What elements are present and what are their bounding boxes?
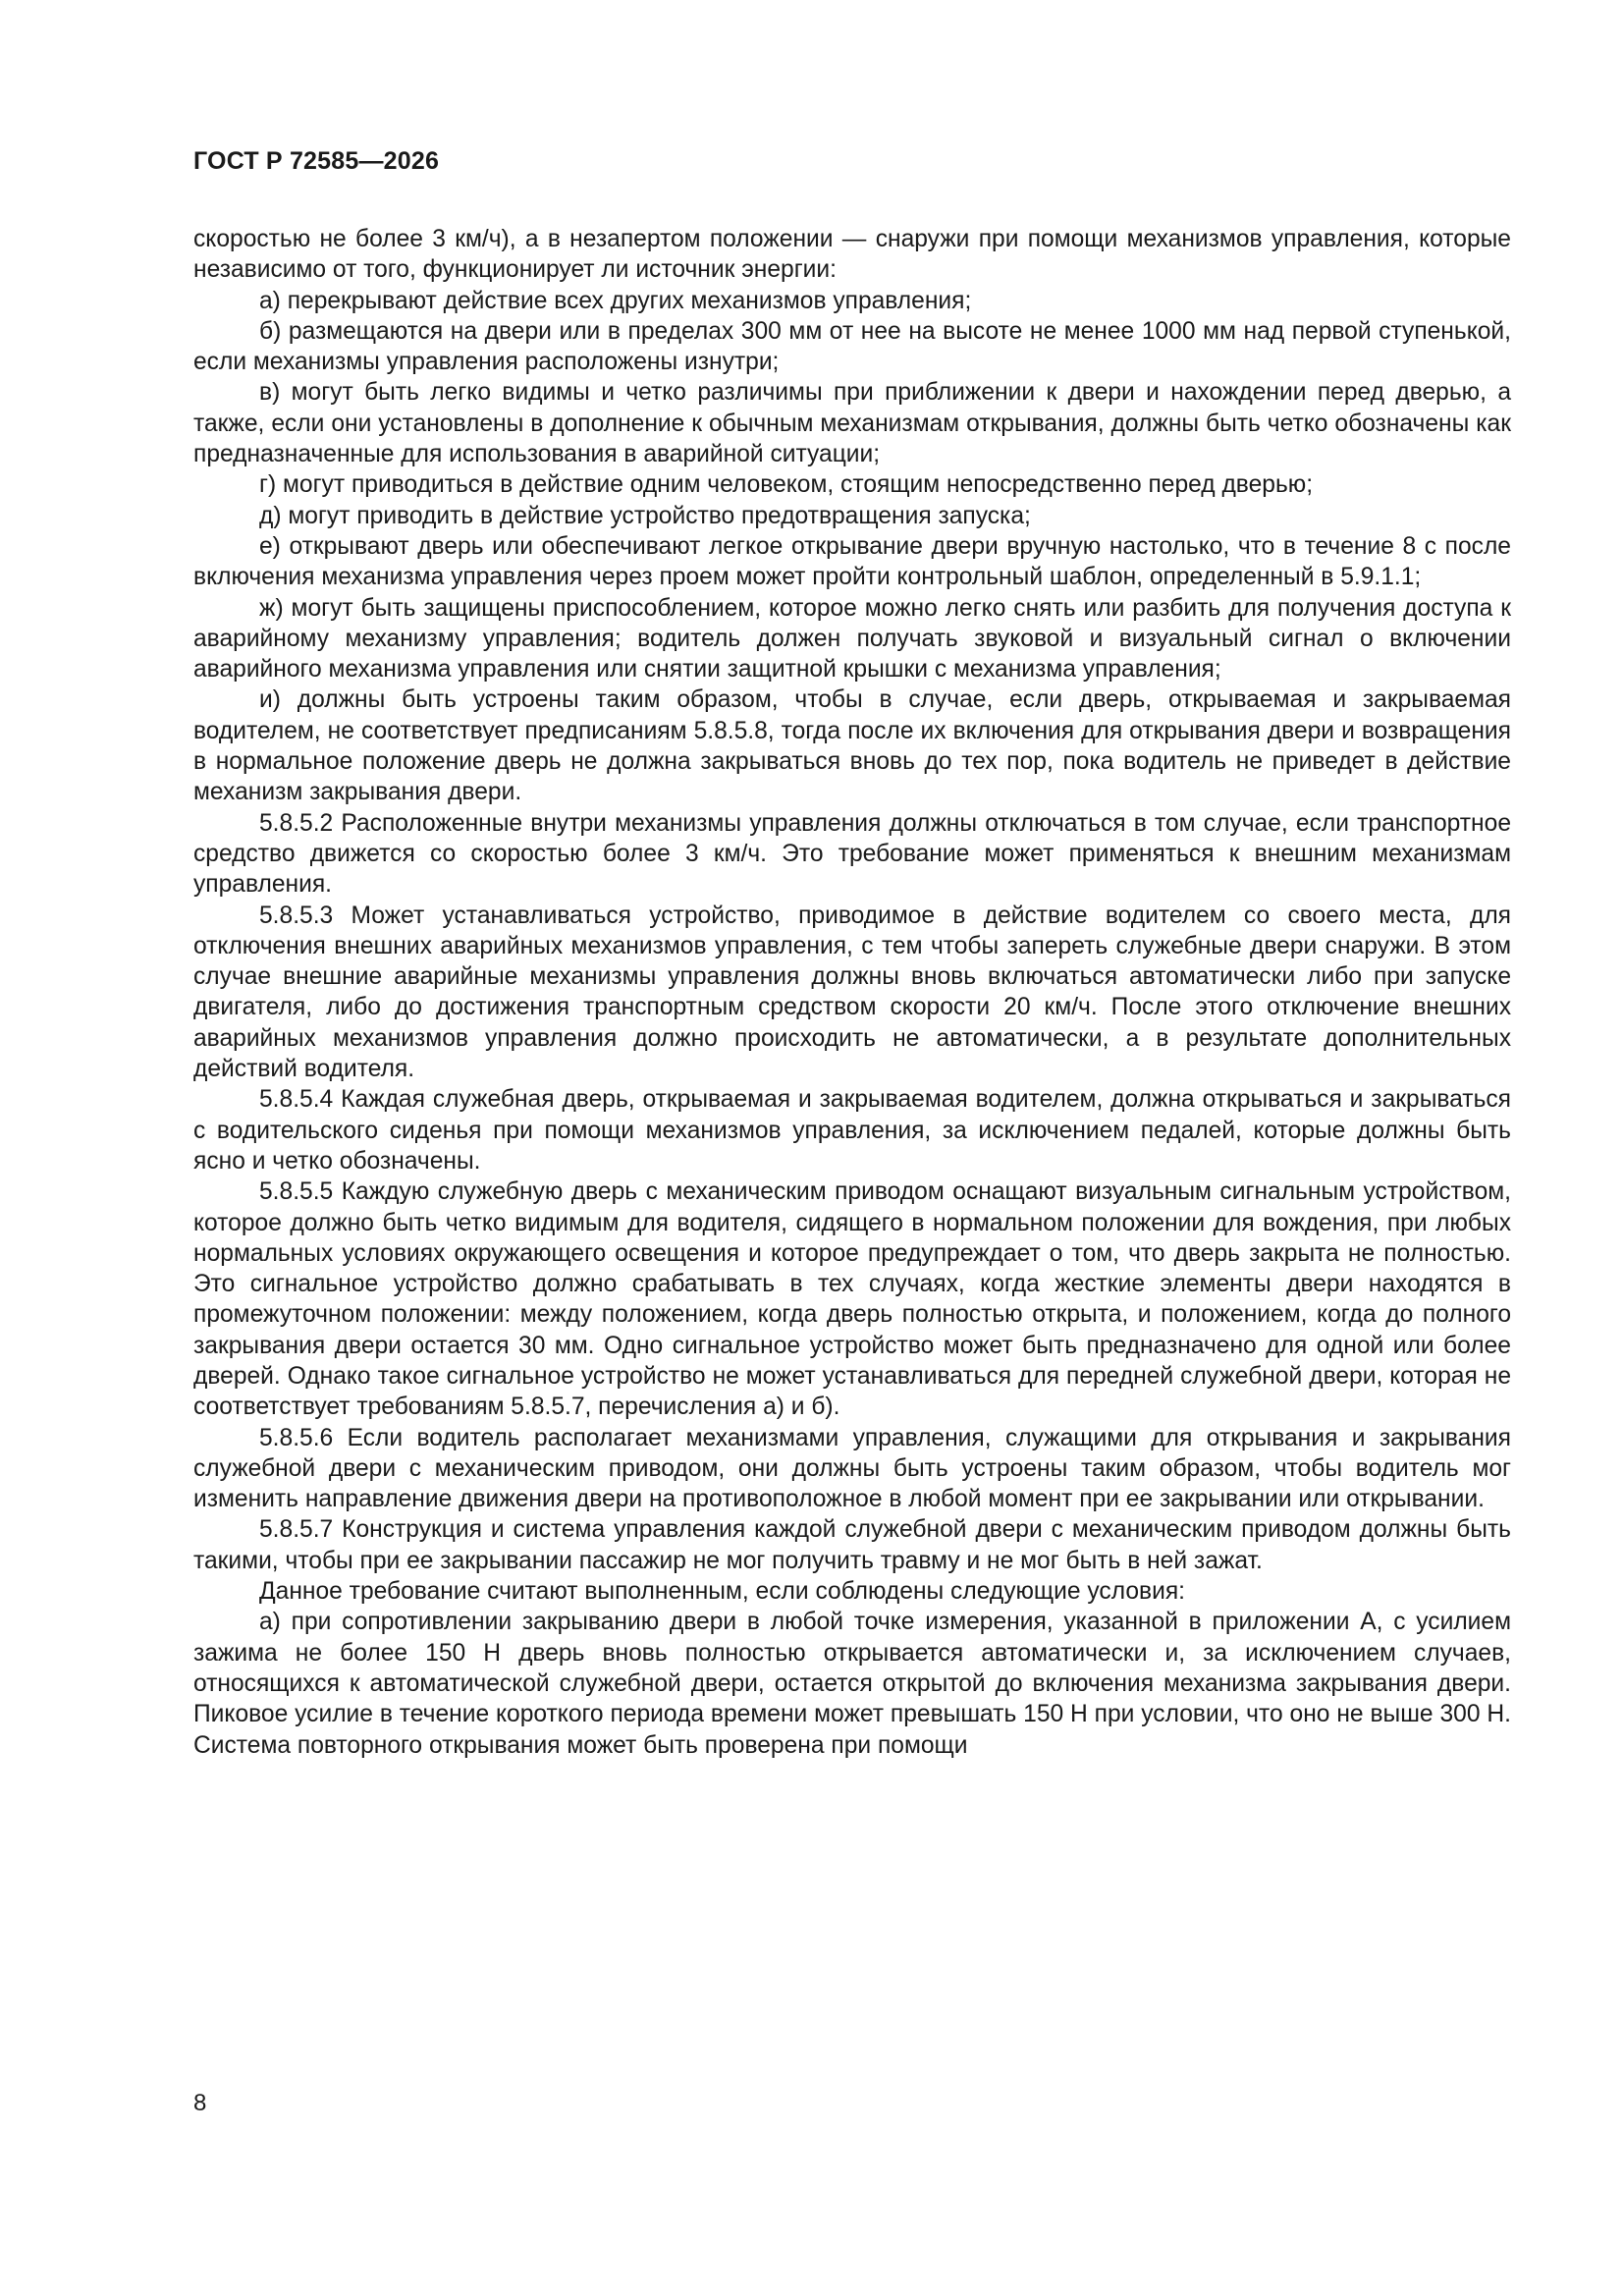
list-item-b: б) размещаются на двери или в пределах 300 мм от нее на высоте не менее 1000 мм над первой ступенькой, если механизмы управления расположены изнутри;	[193, 317, 1511, 376]
list-item-i: и) должны быть устроены таким образом, чтобы в случае, если дверь, открываемая и закрываемая водителем, не соответствует предписаниям 5.8.5.8, тогда после их включения для открывания двери и возвращения в нормальное положение дверь не должна закрываться вновь до тех пор, пока водитель не приведет в действие механизм закрывания двери.	[193, 686, 1511, 806]
clause-5-8-5-2: 5.8.5.2 Расположенные внутри механизмы управления должны отключаться в том случае, если транспортное средство движется со скоростью более 3 км/ч. Это требование может применяться к внешним механизмам управления.	[193, 809, 1511, 899]
clause-5-8-5-7: 5.8.5.7 Конструкция и система управления каждой служебной двери с механическим приводом должны быть такими, чтобы при ее закрывании пассажир не мог получить травму и не мог быть в ней зажат.	[193, 1516, 1511, 1574]
list-item-a: а) при сопротивлении закрыванию двери в любой точке измерения, указанной в приложении А, с усилием зажима не более 150 Н дверь вновь полностью открывается автоматически и, за исключением случаев, относящихся к автоматической служебной двери, остается открытой до включения механизма закрывания двери. Пиковое усилие в течение короткого периода времени может превышать 150 Н при условии, что оно не выше 300 Н. Система повторного открывания может быть проверена при помощи	[193, 1609, 1511, 1759]
clause-5-8-5-3: 5.8.5.3 Может устанавливаться устройство, приводимое в действие водителем со своего места, для отключения внешних аварийных механизмов управления, с тем чтобы запереть служебные двери снаружи. В этом случае внешние аварийные механизмы управления должны вновь включаться автоматически либо при запуске двигателя, либо до достижения транспортным средством скорости 20 км/ч. После этого отключение внешних аварийных механизмов управления должно происходить не автоматически, а в результате дополнительных действий водителя.	[193, 902, 1511, 1083]
list-item-e: е) открывают дверь или обеспечивают легкое открывание двери вручную настолько, что в течение 8 с после включения механизма управления через проем может пройти контрольный шаблон, определенный в 5.9.1.1;	[193, 532, 1511, 591]
body-text	[193, 224, 1511, 1761]
list-item-g: г) могут приводиться в действие одним человеком, стоящим непосредственно перед дверью;	[259, 471, 1314, 499]
paragraph: скоростью не более 3 км/ч), а в незапертом положении — снаружи при помощи механизмов управления, которые независимо от того, функционирует ли источник энергии:	[193, 226, 1511, 284]
clause-5-8-5-4: 5.8.5.4 Каждая служебная дверь, открываемая и закрываемая водителем, должна открываться и закрываться с водительского сиденья при помощи механизмов управления, за исключением педалей, которые должны быть ясно и четко обозначены.	[193, 1086, 1511, 1175]
list-item-d: д) могут приводить в действие устройство предотвращения запуска;	[259, 502, 1031, 529]
standard-code-header: ГОСТ Р 72585—2026	[193, 147, 440, 175]
list-item-v: в) могут быть легко видимы и четко различимы при приближении к двери и нахождении перед дверью, а также, если они установлены в дополнение к обычным механизмам открывания, должны быть четко обозначены как предназначенные для использования в аварийной ситуации;	[193, 379, 1511, 468]
clause-5-8-5-6: 5.8.5.6 Если водитель располагает механизмами управления, служащими для открывания и закрывания служебной двери с механическим приводом, они должны быть устроены таким образом, чтобы водитель мог изменить направление движения двери на противоположное в любой момент при ее закрывании или открывании.	[193, 1424, 1511, 1513]
list-item-zh: ж) могут быть защищены приспособлением, которое можно легко снять или разбить для получения доступа к аварийному механизму управления; водитель должен получать звуковой и визуальный сигнал о включении аварийного механизма управления или снятии защитной крышки с механизма управления;	[193, 594, 1511, 683]
page-number: 8	[193, 2090, 207, 2116]
clause-5-8-5-5: 5.8.5.5 Каждую служебную дверь с механическим приводом оснащают визуальным сигнальным устройством, которое должно быть четко видимым для водителя, сидящего в нормальном положении для вождения, при любых нормальных условиях окружающего освещения и которое предупреждает о том, что дверь закрыта не полностью. Это сигнальное устройство должно срабатывать в тех случаях, когда жесткие элементы двери находятся в промежуточном положении: между положением, когда дверь полностью открыта, и положением, когда до полного закрывания двери остается 30 мм. Одно сигнальное устройство может быть предназначено для одной или более дверей. Однако такое сигнальное устройство не может устанавливаться для передней служебной двери, которая не соответствует требованиям 5.8.5.7, перечисления а) и б).	[193, 1178, 1511, 1421]
list-item-a: а) перекрывают действие всех других механизмов управления;	[259, 287, 972, 314]
paragraph: Данное требование считают выполненным, если соблюдены следующие условия:	[259, 1578, 1185, 1606]
